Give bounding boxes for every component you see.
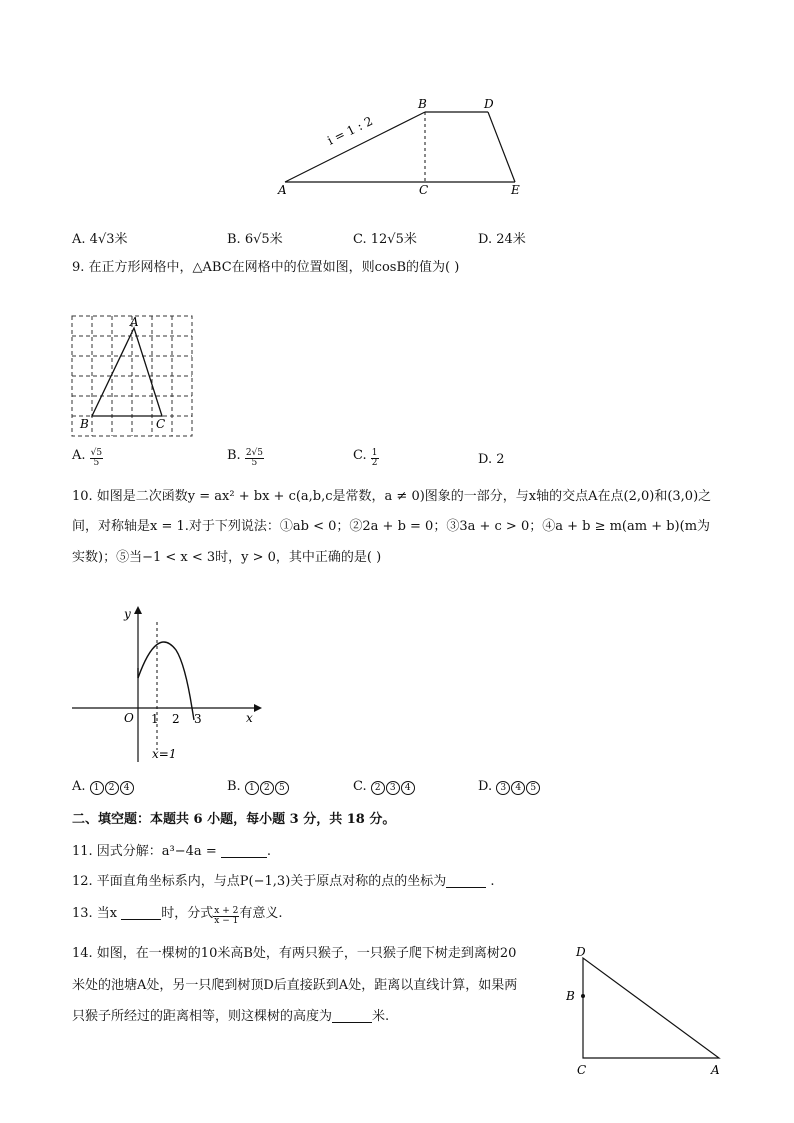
label-C: C	[156, 417, 166, 431]
x-axis-label: x	[246, 711, 253, 725]
q13-answer-blank[interactable]	[121, 905, 161, 920]
q10-option-b-letter: B.	[227, 779, 241, 794]
label-B: B	[418, 97, 427, 111]
q8-option-c-value: 12√5米	[370, 232, 417, 247]
q8-option-c-letter: C.	[353, 232, 367, 247]
fraction-numerator: √5	[90, 448, 103, 458]
q8-option-c[interactable]	[353, 228, 417, 247]
fraction-denominator: 2	[371, 458, 378, 468]
q10-option-a[interactable]	[72, 779, 135, 795]
q9-option-c-fraction	[371, 449, 379, 468]
q12-answer-blank[interactable]	[446, 873, 486, 888]
label-A: A	[278, 183, 287, 197]
q13	[72, 905, 283, 926]
q9-option-d-value: 2	[496, 452, 505, 467]
label-A: A	[711, 1063, 720, 1077]
q10-parabola-figure	[68, 602, 268, 770]
q10-option-d[interactable]	[478, 779, 541, 795]
q14-tree-figure	[566, 944, 730, 1080]
fraction-denominator: x − 1	[214, 916, 239, 926]
q8-option-d[interactable]	[478, 228, 526, 247]
q9-option-a[interactable]	[72, 448, 103, 468]
q11-answer-blank[interactable]	[221, 843, 267, 858]
label-D: D	[576, 945, 586, 959]
q11	[72, 843, 271, 861]
circled-number: 2	[260, 781, 274, 795]
fraction-numerator: x + 2	[214, 906, 239, 916]
q10-line-3: 实数)；⑤当−1 < x < 3时，y > 0，其中正确的是( )	[72, 550, 382, 565]
label-B: B	[566, 989, 575, 1003]
label-D: D	[484, 97, 494, 111]
fraction-denominator: 5	[251, 458, 258, 468]
q8-option-a-letter: A.	[72, 232, 86, 247]
section-heading: 二、填空题：本题共 6 小题，每小题 3 分，共 18 分。	[72, 812, 396, 827]
fraction-denominator: 5	[93, 458, 100, 468]
q9-option-c-letter: C.	[353, 448, 367, 463]
q10-line-1: 10. 如图是二次函数y = ax² + bx + c(a,b,c是常数，a ≠ 0)图象的一部分，与x轴的交点A在点(2,0)和(3,0)之	[72, 489, 712, 504]
q9-option-b-fraction	[245, 449, 264, 468]
q8-option-b[interactable]	[227, 228, 283, 247]
q11-text: 11. 因式分解：a³−4a =	[72, 844, 221, 859]
q8-option-d-letter: D.	[478, 232, 493, 247]
q10-line-2: 间，对称轴是x = 1.对于下列说法：①ab < 0；②2a + b = 0；③3a + c > 0；④a + b ≥ m(am + b)(m为	[72, 519, 711, 534]
label-B: B	[80, 417, 89, 431]
circled-number: 2	[105, 781, 119, 795]
q8-option-b-letter: B.	[227, 232, 241, 247]
q14-line-1: 14. 如图，在一棵树的10米高B处，有两只猴子，一只猴子爬下树走到离树20	[72, 946, 517, 961]
q10-option-d-letter: D.	[478, 779, 493, 794]
circled-number: 4	[401, 781, 415, 795]
q14-line-3	[72, 1008, 389, 1026]
q13-text-end: 有意义.	[239, 906, 283, 921]
label-C: C	[419, 183, 429, 197]
tick-2: 2	[172, 712, 180, 726]
q9-option-c[interactable]	[353, 448, 379, 468]
q9-stem: 9. 在正方形网格中，△ABC在网格中的位置如图，则cosB的值为( )	[72, 260, 460, 275]
circled-number: 4	[120, 781, 134, 795]
q13-text: 13. 当x	[72, 906, 122, 921]
q14-text: 只猴子所经过的距离相等，则这棵树的高度为	[72, 1009, 333, 1024]
q14-line-2: 米处的池塘A处，另一只爬到树顶D后直接跃到A处，距离以直线计算，如果两	[72, 978, 518, 993]
axis-of-symmetry-label: x=1	[152, 747, 177, 761]
q9-grid-figure	[70, 314, 194, 438]
q8-option-d-value: 24米	[496, 232, 526, 247]
q8-option-a-value: 4√3米	[89, 232, 128, 247]
q8-figure	[270, 90, 530, 200]
q13-fraction	[213, 907, 239, 926]
q10-option-b[interactable]	[227, 779, 290, 795]
q8-option-a[interactable]	[72, 228, 128, 247]
q10-option-a-letter: A.	[72, 779, 86, 794]
circled-number: 1	[90, 781, 104, 795]
circled-number: 1	[245, 781, 259, 795]
fraction-numerator: 1	[371, 448, 378, 458]
q12	[72, 873, 495, 891]
q10-option-c[interactable]	[353, 779, 416, 795]
q9-option-d[interactable]	[478, 452, 505, 467]
q13-text-mid: 时，分式	[161, 906, 214, 921]
slope-label: i = 1 : 2	[325, 113, 375, 148]
circled-number: 2	[371, 781, 385, 795]
q14-answer-blank[interactable]	[332, 1008, 372, 1023]
tick-3: 3	[194, 712, 202, 726]
q9-option-a-fraction	[90, 449, 103, 468]
label-E: E	[511, 183, 520, 197]
q14-unit: 米.	[372, 1009, 390, 1024]
circled-number: 3	[496, 781, 510, 795]
y-axis-label: y	[124, 607, 131, 621]
q10-option-c-letter: C.	[353, 779, 367, 794]
origin-label: O	[124, 711, 134, 725]
q12-text: 12. 平面直角坐标系内，与点P(−1,3)关于原点对称的点的坐标为	[72, 874, 447, 889]
circled-number: 5	[526, 781, 540, 795]
q9-option-d-letter: D.	[478, 452, 493, 467]
q9-option-b[interactable]	[227, 448, 264, 468]
q12-period: .	[486, 874, 495, 889]
label-C: C	[577, 1063, 587, 1077]
q8-option-b-value: 6√5米	[244, 232, 283, 247]
fraction-numerator: 2√5	[245, 448, 264, 458]
circled-number: 5	[275, 781, 289, 795]
circled-number: 3	[386, 781, 400, 795]
q9-option-b-letter: B.	[227, 448, 241, 463]
tick-1: 1	[151, 712, 159, 726]
label-A: A	[130, 315, 139, 329]
circled-number: 4	[511, 781, 525, 795]
q11-period: .	[266, 844, 271, 859]
q9-option-a-letter: A.	[72, 448, 86, 463]
